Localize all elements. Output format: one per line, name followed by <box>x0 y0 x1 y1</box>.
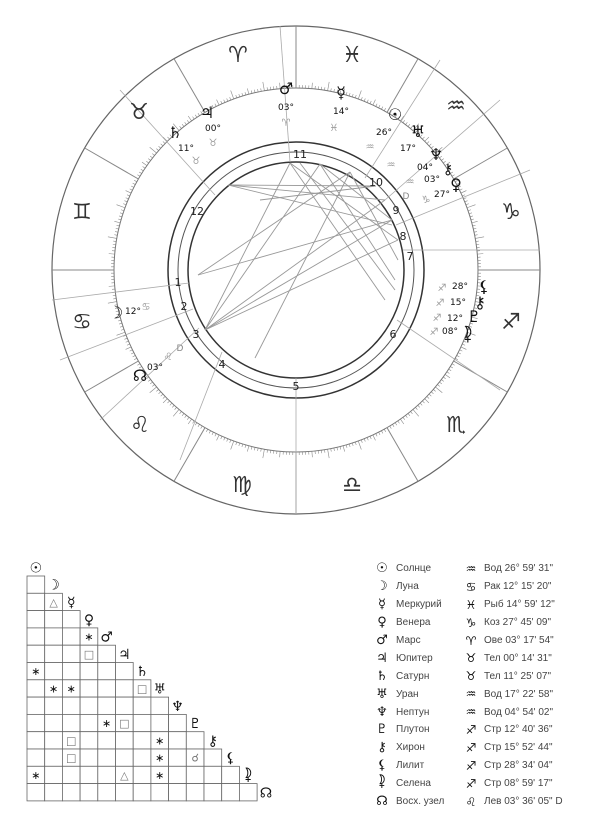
degree-tick <box>247 88 249 94</box>
sun-sign: ♒ <box>365 142 375 153</box>
legend-planet-name: Меркурий <box>396 599 442 611</box>
aspect-symbol: ∗ <box>155 768 165 782</box>
aspect-grid-cell <box>27 784 45 801</box>
moon-sign: ♋ <box>141 302 151 313</box>
aspect-grid-cell <box>45 628 63 645</box>
aquarius-glyph: ♒ <box>446 94 466 119</box>
pluto-sign: ♐ <box>432 313 442 324</box>
aspect-grid-cell <box>169 766 187 783</box>
aspect-grid-cell <box>45 766 63 783</box>
aspect-grid-cell <box>45 663 63 680</box>
degree-tick <box>126 191 131 194</box>
aspect-grid-cell <box>133 784 151 801</box>
mercury-degree: 14° <box>333 107 349 117</box>
degree-tick <box>126 347 131 350</box>
house-number-5: 5 <box>292 380 300 393</box>
neptune-sign: ♒ <box>405 177 415 188</box>
legend-sign-icon: ♐ <box>465 758 477 773</box>
aspect-grid-cell <box>62 784 80 801</box>
legend-planet-name: Луна <box>396 581 419 593</box>
chiron-glyph: ⚷ <box>474 293 486 312</box>
legend-sign-icon: ♌ <box>465 794 477 809</box>
degree-tick <box>117 205 125 208</box>
degree-tick <box>343 446 345 452</box>
selena-sign: ♐ <box>429 327 439 338</box>
aspect-grid <box>0 548 368 813</box>
neptune-glyph: ♆ <box>428 145 444 164</box>
aspect-grid-cell <box>151 714 169 731</box>
moon-glyph: ☽ <box>108 303 124 322</box>
legend-planet-icon: ⚸ <box>377 758 387 774</box>
aspect-grid-cell <box>27 611 45 628</box>
aspect-grid-cell <box>204 766 222 783</box>
legend-position: Стр 12° 40' 36" <box>484 724 553 736</box>
legend-sign-icon: ♐ <box>465 740 477 755</box>
aspect-symbol: ∗ <box>48 682 59 696</box>
pluto-glyph: ♇ <box>466 307 482 326</box>
aspect-grid-cell <box>62 697 80 714</box>
aspect-grid-cell <box>98 732 116 749</box>
aspect-grid-cell <box>45 749 63 766</box>
direct-mark: D <box>402 192 410 202</box>
chiron-sign: ♐ <box>435 298 445 309</box>
aspect-grid-cell <box>151 697 169 714</box>
legend-planet-icon: ⚷ <box>377 740 387 756</box>
legend-position: Ове 03° 17' 54" <box>484 635 554 646</box>
legend-position: Лев 03° 36' 05" D <box>484 796 563 808</box>
aspect-grid-cell <box>98 697 116 714</box>
aspect-grid-cell <box>27 628 45 645</box>
legend-planet-icon: ☽ <box>376 579 388 595</box>
direct-mark: D <box>176 344 184 354</box>
aspect-symbol: □ <box>66 734 77 748</box>
uranus-degree: 17° <box>400 144 416 154</box>
degree-tick <box>425 137 429 141</box>
house-number-7: 7 <box>406 250 414 263</box>
legend-planet-icon: ♇ <box>376 722 388 738</box>
degree-tick <box>312 83 313 89</box>
aspect-symbol: □ <box>83 647 95 661</box>
legend-row <box>368 578 600 596</box>
legend-position: Рыб 14° 59' 12" <box>484 599 555 611</box>
legend-row <box>368 667 600 685</box>
aspect-grid-planet-glyph: ♃ <box>118 646 131 663</box>
degree-tick <box>142 162 147 165</box>
legend-position: Коз 27° 45' 09" <box>484 617 552 629</box>
legend-position: Вод 04° 54' 02" <box>484 706 554 718</box>
aspect-symbol: □ <box>119 717 130 731</box>
legend-planet-name: Сатурн <box>396 670 430 682</box>
lilith-degree: 28° <box>452 282 468 292</box>
aspect-grid-planet-glyph: ☽ <box>47 577 60 594</box>
legend-row <box>368 757 600 775</box>
legend-sign-icon: ♒ <box>465 705 477 720</box>
aspect-grid-cell <box>133 766 151 783</box>
house-numbers <box>175 148 414 393</box>
legend-sign-icon: ♈ <box>465 633 477 648</box>
aspect-grid-cell <box>45 714 63 731</box>
aspect-grid-cell <box>116 749 134 766</box>
degree-tick <box>358 91 361 99</box>
degree-tick <box>150 147 157 153</box>
aspect-grid-planet-glyph: ♀ <box>83 612 95 629</box>
legend-planet-icon: ♃ <box>376 650 388 666</box>
legend-position: Тел 11° 25' 07" <box>484 670 552 682</box>
degree-tick <box>461 347 466 350</box>
legend-planet-icon: ♅ <box>376 686 388 702</box>
house-number-10: 10 <box>369 176 383 189</box>
degree-tick <box>312 451 313 457</box>
aspect-grid-cell <box>62 766 80 783</box>
legend-position: Стр 28° 34' 04" <box>484 760 553 772</box>
aspect-symbol: ∗ <box>66 682 76 696</box>
aspect-grid-cell <box>186 766 204 783</box>
chiron-node-marker-glyph: ⚷ <box>442 162 454 178</box>
aspect-grid-cell <box>186 784 204 801</box>
legend-sign-icon: ♑ <box>465 615 477 630</box>
legend-sign-icon: ♐ <box>465 722 477 737</box>
node-degree: 03° <box>147 363 163 373</box>
degree-tick <box>231 441 234 449</box>
degree-tick <box>373 100 376 105</box>
aspect-grid-planet-glyph: ☿ <box>66 594 76 611</box>
aspect-grid-cell <box>62 645 80 662</box>
chiron-node-marker-degree: 03° <box>424 175 440 185</box>
aspect-grid-cell <box>169 732 187 749</box>
aspect-grid-planet-glyph: ♄ <box>135 664 149 681</box>
aspect-grid-planet-glyph: ⚷ <box>207 733 218 750</box>
legend-planet-icon: ⯝ <box>378 774 386 790</box>
mars-glyph: ♂ <box>278 79 294 98</box>
uranus-glyph: ♅ <box>410 122 426 141</box>
aspect-grid-cell <box>27 732 45 749</box>
degree-tick <box>413 409 419 416</box>
aspect-grid-cell <box>45 732 63 749</box>
legend-planet-name: Хирон <box>396 742 425 754</box>
lilith-sign: ♐ <box>437 283 447 294</box>
house-number-2: 2 <box>180 300 188 313</box>
aspect-grid-cell <box>133 732 151 749</box>
aspect-grid-cell <box>27 749 45 766</box>
mars-degree: 03° <box>278 103 294 113</box>
legend-planet-name: Венера <box>396 617 431 629</box>
aspect-grid-cell <box>116 784 134 801</box>
legend-row <box>368 721 600 739</box>
degree-tick <box>477 254 483 255</box>
aspect-grid-cell <box>27 680 45 697</box>
degree-tick <box>109 254 115 255</box>
aspect-grid-cell <box>62 628 80 645</box>
aspect-grid-cell <box>45 784 63 801</box>
legend-planet-name: Восх. узел <box>396 796 445 808</box>
aspect-grid-planet-glyph: ☊ <box>259 785 273 802</box>
selena-degree: 08° <box>442 327 458 337</box>
degree-tick <box>114 221 120 223</box>
legend-planet-icon: ☊ <box>376 794 388 810</box>
aspect-grid-cell <box>27 645 45 662</box>
aspect-grid-cell <box>222 766 240 783</box>
aspect-grid-cell <box>169 714 187 731</box>
degree-tick <box>247 446 249 452</box>
saturn-degree: 11° <box>178 144 194 154</box>
lilith-glyph: ⚸ <box>478 277 490 296</box>
aspect-symbol: □ <box>136 682 148 696</box>
house-number-3: 3 <box>192 328 200 341</box>
legend-planet-icon: ☉ <box>376 561 388 577</box>
libra-glyph: ♎ <box>342 473 362 498</box>
aspect-circle <box>188 162 404 378</box>
legend-planet-icon: ♄ <box>376 668 388 684</box>
legend-sign-icon: ♉ <box>465 669 477 684</box>
aspect-grid-cell <box>204 749 222 766</box>
degree-tick <box>475 237 484 239</box>
venus-glyph: ♀ <box>450 175 462 194</box>
uranus-sign: ♒ <box>386 160 396 171</box>
degree-tick <box>358 441 361 449</box>
legend-planet-name: Уран <box>396 688 419 700</box>
aspect-symbol: ∗ <box>102 717 112 731</box>
aspect-grid-cell <box>45 697 63 714</box>
aspect-grid-cell <box>80 663 98 680</box>
aspect-grid-cell <box>98 749 116 766</box>
aspect-symbol: □ <box>66 751 77 765</box>
aspect-grid-cell <box>45 611 63 628</box>
node-sign: ♌ <box>163 352 173 363</box>
planet-legend <box>368 560 600 810</box>
aspect-symbol: ☌ <box>191 751 199 765</box>
aspect-grid-cell <box>62 663 80 680</box>
saturn-sign: ♉ <box>191 156 201 167</box>
aspect-grid-cell <box>62 611 80 628</box>
virgo-glyph: ♍ <box>232 473 252 498</box>
degree-tick <box>163 137 167 141</box>
legend-planet-name: Селена <box>396 778 431 790</box>
aspect-symbol: △ <box>120 768 129 782</box>
mercury-sign: ♓ <box>329 123 339 134</box>
aspect-grid-cell <box>116 697 134 714</box>
zodiac-signs <box>72 43 521 498</box>
pluto-degree: 12° <box>447 314 463 324</box>
legend-sign-icon: ♓ <box>465 597 477 612</box>
degree-tick <box>373 435 376 440</box>
leo-glyph: ♌ <box>130 413 150 438</box>
house-number-6: 6 <box>389 328 397 341</box>
aspect-grid-cell <box>45 645 63 662</box>
legend-sign-icon: ♒ <box>465 561 477 576</box>
scorpio-glyph: ♏ <box>446 413 466 438</box>
moon-degree: 12° <box>125 307 141 317</box>
cancer-glyph: ♋ <box>72 310 92 335</box>
legend-planet-name: Юпитер <box>396 652 433 664</box>
legend-planet-name: Солнце <box>396 563 432 575</box>
planet-positions <box>109 79 490 385</box>
neptune-degree: 04° <box>417 163 433 173</box>
aspect-grid-planet-glyph: ⯝ <box>244 767 253 784</box>
legend-planet-name: Плутон <box>396 724 430 736</box>
aspect-grid-cell <box>116 732 134 749</box>
degree-tick <box>400 419 403 424</box>
aspect-grid-cell <box>116 663 134 680</box>
chiron-degree: 15° <box>450 298 466 308</box>
aspect-symbol: ∗ <box>155 751 165 765</box>
legend-sign-icon: ♉ <box>465 651 477 666</box>
house-number-9: 9 <box>392 204 400 217</box>
legend-sign-icon: ♒ <box>465 687 477 702</box>
aspect-grid-cell <box>80 784 98 801</box>
aspect-grid-planet-glyph: ♆ <box>171 698 184 715</box>
house-number-12: 12 <box>190 205 204 218</box>
legend-row <box>368 739 600 757</box>
sun-degree: 26° <box>376 128 392 138</box>
legend-position: Рак 12° 15' 20" <box>484 581 552 593</box>
aspect-grid-cell <box>80 697 98 714</box>
aspect-grid-cell <box>80 680 98 697</box>
selena-glyph: ⯝ <box>463 325 473 344</box>
legend-position: Вод 17° 22' 58" <box>484 688 554 700</box>
degree-tick <box>217 100 220 105</box>
aspect-symbol: ∗ <box>31 665 41 679</box>
degree-tick <box>108 237 117 239</box>
mercury-glyph: ☿ <box>336 83 346 102</box>
aspect-grid-cell <box>116 680 134 697</box>
legend-planet-icon: ☿ <box>378 597 386 613</box>
aspect-grid-cell <box>186 732 204 749</box>
node-glyph: ☊ <box>132 366 148 385</box>
degree-tick <box>163 399 167 403</box>
legend-sign-icon: ♐ <box>465 776 477 791</box>
degree-tick <box>117 332 125 335</box>
degree-tick <box>173 409 179 416</box>
jupiter-glyph: ♃ <box>199 103 215 122</box>
taurus-glyph: ♉ <box>129 100 149 125</box>
legend-planet-name: Нептун <box>396 706 430 718</box>
aspect-grid-cell <box>239 784 257 801</box>
aspect-symbol: ∗ <box>84 630 94 644</box>
house-number-8: 8 <box>399 230 407 243</box>
aspect-grid-cell <box>80 766 98 783</box>
legend-row <box>368 703 600 721</box>
aspect-grid-cell <box>98 663 116 680</box>
aspect-grid-cell <box>98 645 116 662</box>
capricorn-glyph: ♑ <box>501 200 521 225</box>
house-number-1: 1 <box>174 276 182 289</box>
house-ring-outer <box>168 142 424 398</box>
legend-row <box>368 793 600 811</box>
degree-tick <box>435 387 442 393</box>
degree-tick <box>425 399 429 403</box>
degree-tick <box>231 91 234 99</box>
degree-tick <box>150 387 157 393</box>
degree-tick <box>188 116 191 121</box>
degree-tick <box>263 449 265 458</box>
aspect-grid-cell <box>62 714 80 731</box>
mars-sign: ♈ <box>281 118 291 129</box>
aspect-grid-cell <box>80 732 98 749</box>
aspect-grid-planet-glyph: ♅ <box>153 681 167 698</box>
aspect-grid-cell <box>98 766 116 783</box>
aspect-grid-cell <box>98 680 116 697</box>
aspect-lines <box>198 163 398 358</box>
venus-degree: 27° <box>434 190 450 200</box>
degree-tick <box>472 221 478 223</box>
aspect-grid-planet-glyph: ♂ <box>100 629 113 646</box>
degree-tick <box>328 449 330 458</box>
legend-row <box>368 632 600 650</box>
aspect-grid-cell <box>27 697 45 714</box>
aspect-grid-planet-glyph: ♇ <box>188 716 202 733</box>
pisces-glyph: ♓ <box>342 43 362 68</box>
degree-tick <box>188 419 191 424</box>
house-number-11: 11 <box>293 148 307 161</box>
legend-planet-icon: ♂ <box>376 633 388 648</box>
degree-tick <box>467 205 475 208</box>
degree-tick <box>109 286 115 287</box>
legend-planet-name: Марс <box>396 635 421 646</box>
aspect-grid-cell <box>204 784 222 801</box>
degree-tick <box>280 451 281 457</box>
degree-tick <box>263 82 265 91</box>
legend-position: Стр 08° 59' 17" <box>484 778 553 790</box>
saturn-glyph: ♄ <box>167 123 183 142</box>
aspect-grid-cell <box>98 784 116 801</box>
legend-row <box>368 775 600 793</box>
legend-planet-name: Лилит <box>396 760 425 772</box>
aspect-grid-cell <box>222 784 240 801</box>
aspect-symbol: ∗ <box>31 768 41 782</box>
aspect-grid-cell <box>27 593 45 610</box>
aspect-grid-cell <box>80 749 98 766</box>
legend-row <box>368 614 600 632</box>
jupiter-sign: ♉ <box>208 138 218 149</box>
legend-position: Вод 26° 59' 31" <box>484 563 554 575</box>
legend-row <box>368 685 600 703</box>
degree-tick <box>217 435 220 440</box>
degree-tick <box>328 82 330 91</box>
house-number-4: 4 <box>218 358 226 371</box>
aspect-grid-cell <box>169 749 187 766</box>
jupiter-degree: 00° <box>205 124 221 134</box>
aspect-grid-cell <box>133 697 151 714</box>
venus-sign: ♑ <box>421 195 431 206</box>
sun-glyph: ☉ <box>387 105 403 124</box>
legend-position: Тел 00° 14' 31" <box>484 652 552 664</box>
legend-planet-icon: ♆ <box>376 704 388 720</box>
legend-position: Стр 15° 52' 44" <box>484 742 553 754</box>
aspect-grid-cell <box>80 714 98 731</box>
aspect-grid-cell <box>133 749 151 766</box>
house-cusps <box>52 26 540 514</box>
aspect-grid-cell <box>169 784 187 801</box>
legend-row <box>368 560 600 578</box>
legend-planet-icon: ♀ <box>377 615 387 631</box>
aspect-grid-planet-glyph: ⚸ <box>225 750 236 767</box>
aspect-symbol: ∗ <box>155 734 165 748</box>
aspect-grid-cell <box>133 714 151 731</box>
aspect-grid-planet-glyph: ☉ <box>29 560 43 577</box>
sagittarius-glyph: ♐ <box>501 310 521 335</box>
aspect-symbol: △ <box>49 595 58 609</box>
gemini-glyph: ♊ <box>72 200 92 225</box>
legend-sign-icon: ♋ <box>465 579 477 594</box>
aries-glyph: ♈ <box>228 43 248 68</box>
degree-tick <box>445 374 450 377</box>
aspect-grid-cell <box>27 576 45 593</box>
aspect-grid-cell <box>27 714 45 731</box>
aspect-grid-cell <box>151 784 169 801</box>
legend-row <box>368 596 600 614</box>
legend-row <box>368 649 600 667</box>
